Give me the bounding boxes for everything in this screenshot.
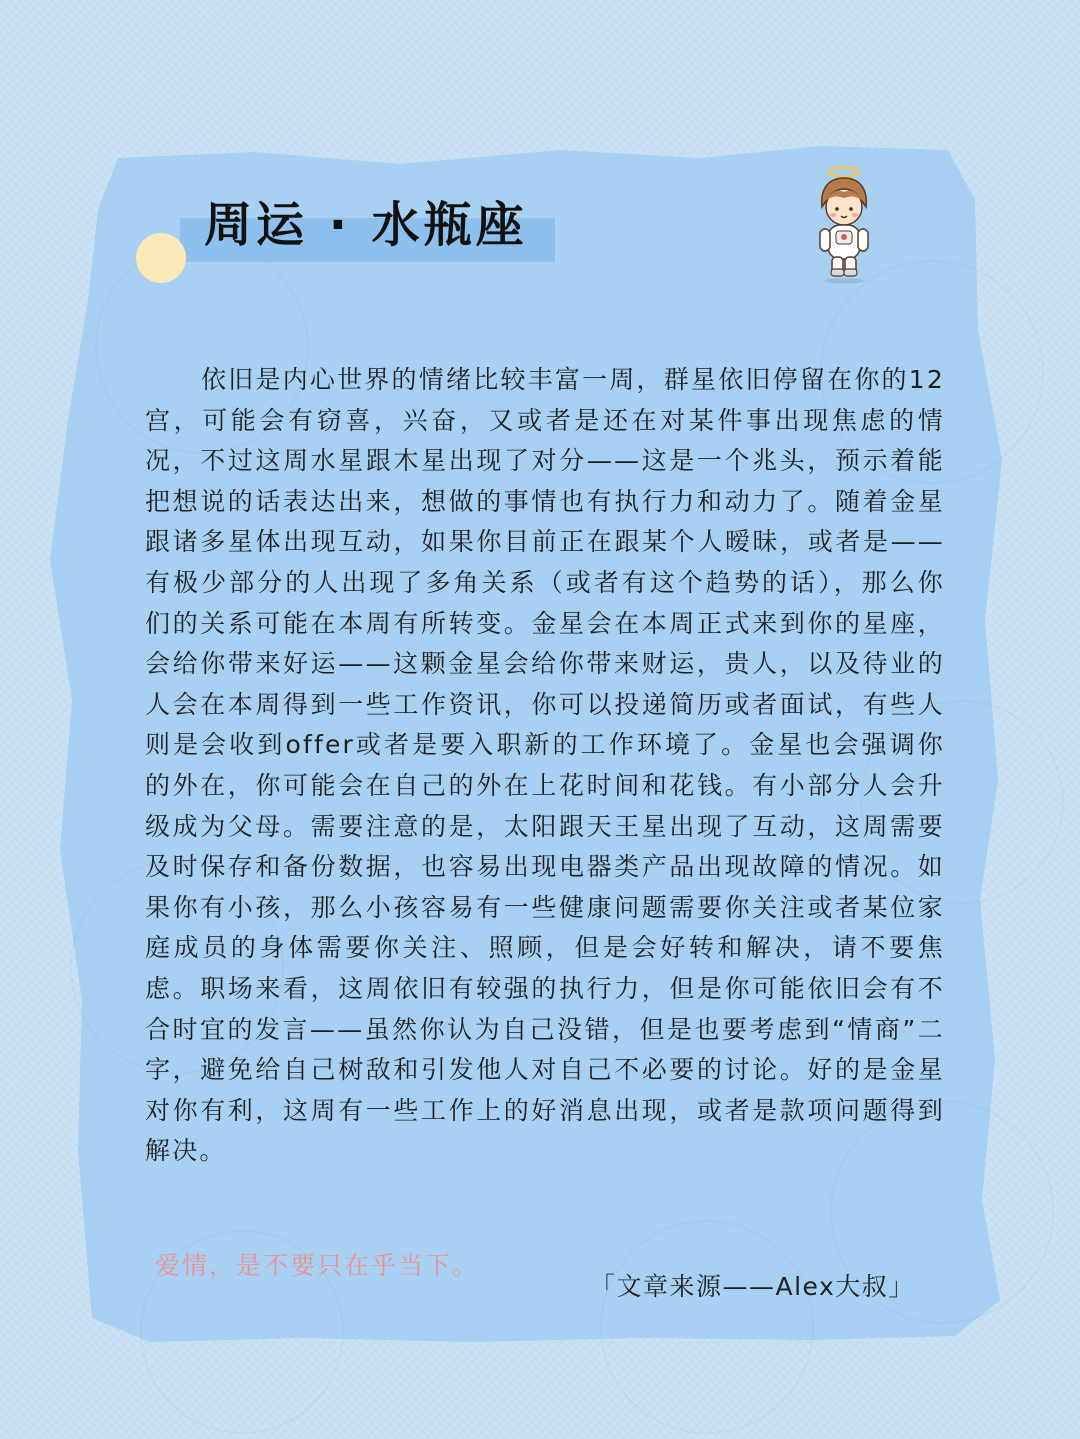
page-title: 周运 · 水瓶座 [204, 197, 528, 253]
decorative-ring [600, 1220, 814, 1434]
article-body: 依旧是内心世界的情绪比较丰富一周，群星依旧停留在你的12宫，可能会有窃喜，兴奋，又或者是还在对某件事出现焦虑的情况，不过这周水星跟木星出现了对分——这是一个兆头，预示着能把想说的话表达出来，想做的事情也有执行力和动力了。随着金星跟诸多星体出现互动，如果你目前正在跟某个人暧昧，或者是——有极少部分的人出现了多角关系（或者有这个趋势的话），那么你们的关系可能在本周有所转变。金星会在本周正式来到你的星座，会给你带来好运——这颗金星会给你带来财运，贵人，以及待业的人会在本周得到一些工作资讯，你可以投递简历或者面试，有些人则是会收到offer或者是要入职新的工作环境了。金星也会强调你的外在，你可能会在自己的外在上花时间和花钱。有小部分人会升级成为父母。需要注意的是，太阳跟天王星出现了互动，这周需要及时保存和备份数据，也容易出现电器类产品出现故障的情况。如果你有小孩，那么小孩容易有一些健康问题需要你关注或者某位家庭成员的身体需要你关注、照顾，但是会好转和解决，请不要焦虑。职场来看，这周依旧有较强的执行力，但是你可能依旧会有不合时宜的发言——虽然你认为自己没错，但是也要考虑到“情商”二字，避免给自己树敌和引发他人对自己不必要的讨论。好的是金星对你有利，这周有一些工作上的好消息出现，或者是款项问题得到解决。 [145, 365, 945, 1166]
love-quote: 爱情，是不要只在乎当下。 [155, 1251, 480, 1280]
article-source: 「文章来源——Alex大叔」 [590, 1272, 915, 1301]
astronaut-boy-with-halo-icon [808, 165, 880, 285]
title-dot [136, 233, 186, 283]
